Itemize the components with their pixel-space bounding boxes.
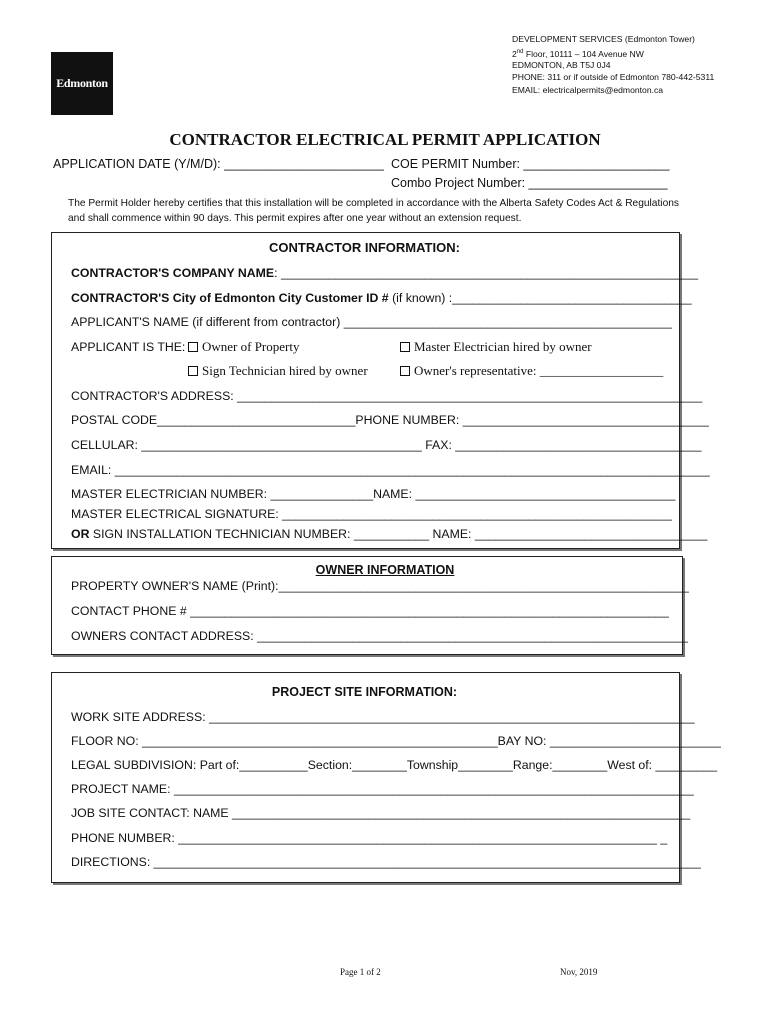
owner-contact-address-field[interactable]: OWNERS CONTACT ADDRESS: _______________________________________________________________	[71, 629, 688, 643]
site-phone-number-field[interactable]: PHONE NUMBER: ______________________________________________________________________ _	[71, 831, 668, 845]
master-electrician-number-field[interactable]: MASTER ELECTRICIAN NUMBER: _______________NAME: ______________________________________	[71, 487, 676, 501]
work-site-address-field[interactable]: WORK SITE ADDRESS: _______________________________________________________________________	[71, 710, 695, 724]
combo-project-number-field[interactable]: Combo Project Number: ____________________	[391, 176, 668, 190]
form-title: CONTRACTOR ELECTRICAL PERMIT APPLICATION	[169, 130, 601, 149]
directions-field[interactable]: DIRECTIONS: ________________________________________________________________________________	[71, 855, 701, 869]
address-line-3: EDMONTON, AB T5J 0J4	[512, 59, 611, 70]
address-line-5: EMAIL: electricalpermits@edmonton.ca	[512, 85, 664, 96]
project-name-field[interactable]: PROJECT NAME: ____________________________________________________________________________	[71, 782, 694, 796]
applicant-name-field[interactable]: APPLICANT'S NAME (if different from contractor) ________________________________________________	[71, 315, 672, 329]
master-electrical-signature-field[interactable]: MASTER ELECTRICAL SIGNATURE: _________________________________________________________	[71, 507, 672, 521]
checkbox-icon[interactable]	[400, 366, 410, 376]
property-owner-name-field[interactable]: PROPERTY OWNER'S NAME (Print):____________________________________________________________	[71, 579, 689, 593]
checkbox-icon[interactable]	[188, 366, 198, 376]
address-line-4: PHONE: 311 or if outside of Edmonton 780-442-5311	[512, 72, 715, 83]
email-field[interactable]: EMAIL: _______________________________________________________________________________________	[71, 463, 710, 477]
sign-technician-checkbox[interactable]: Sign Technician hired by owner	[188, 363, 368, 379]
contractor-section-title: CONTRACTOR INFORMATION:	[269, 240, 460, 255]
owner-of-property-checkbox[interactable]: Owner of Property	[188, 339, 299, 355]
cellular-fax-field[interactable]: CELLULAR: _________________________________________ FAX: ____________________________________	[71, 438, 702, 452]
master-electrician-checkbox[interactable]: Master Electrician hired by owner	[400, 339, 592, 355]
company-name-field[interactable]: CONTRACTOR'S COMPANY NAME: _____________________________________________________________	[71, 266, 699, 280]
contractor-address-field[interactable]: CONTRACTOR'S ADDRESS: ____________________________________________________________________	[71, 389, 703, 403]
address-line-2: 2nd Floor, 10111 – 104 Avenue NW	[512, 48, 644, 59]
job-site-contact-field[interactable]: JOB SITE CONTACT: NAME ___________________________________________________________________	[71, 806, 691, 820]
revision-date: Nov, 2019	[560, 967, 598, 977]
project-site-information-section	[51, 672, 680, 883]
office-address	[512, 33, 714, 97]
sign-technician-number-field[interactable]: OR SIGN INSTALLATION TECHNICIAN NUMBER: ___________ NAME: __________________________________	[71, 527, 708, 541]
floor-bay-field[interactable]: FLOOR NO: ____________________________________________________BAY NO: _________________________	[71, 734, 721, 748]
customer-id-field[interactable]: CONTRACTOR'S City of Edmonton City Customer ID # (if known) :___________________________________	[71, 291, 692, 305]
owner-contact-phone-field[interactable]: CONTACT PHONE # ______________________________________________________________________	[71, 604, 669, 618]
coe-permit-number-field[interactable]: COE PERMIT Number: _____________________	[391, 157, 670, 171]
checkbox-icon[interactable]	[400, 342, 410, 352]
address-line-1: DEVELOPMENT SERVICES (Edmonton Tower)	[512, 34, 695, 44]
checkbox-icon[interactable]	[188, 342, 198, 352]
project-site-section-title: PROJECT SITE INFORMATION:	[271, 685, 458, 699]
certification-note: The Permit Holder hereby certifies that this installation will be completed in accordance with the Alberta Safety Codes Act & Regulations and shall commence within 90 days. This permit expires after one year without an extension request.	[68, 198, 679, 224]
owners-representative-checkbox[interactable]: Owner's representative: ___________________	[400, 363, 663, 379]
page-number: Page 1 of 2	[340, 967, 381, 977]
postal-phone-field[interactable]: POSTAL CODE_____________________________PHONE NUMBER: ____________________________________	[71, 413, 709, 427]
edmonton-logo: Edmonton	[51, 52, 113, 115]
owner-section-title: OWNER INFORMATION	[315, 563, 455, 577]
applicant-is-label: APPLICANT IS THE:	[71, 340, 186, 354]
legal-subdivision-field[interactable]: LEGAL SUBDIVISION: Part of:__________Section:________Township________Range:________West of: _________	[71, 758, 718, 772]
application-date-field[interactable]: APPLICATION DATE (Y/M/D): _______________________	[53, 157, 384, 171]
